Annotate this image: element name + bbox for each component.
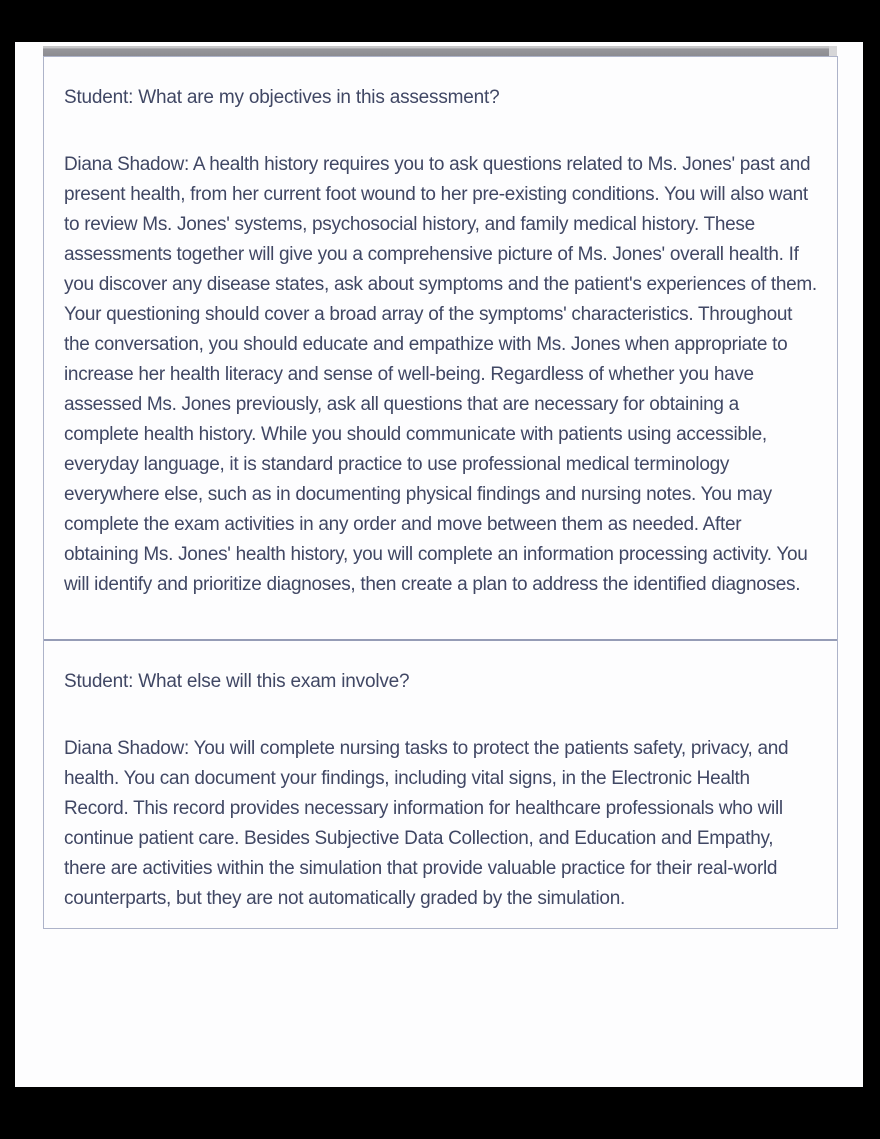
transcript-entry <box>44 639 837 928</box>
transcript-page <box>15 42 863 1087</box>
scrollbar-end-cap <box>829 46 837 56</box>
student-question: Student: What else will this exam involve? <box>64 671 410 692</box>
diana-shadow-answer: Diana Shadow: A health history requires you to ask questions related to Ms. Jones' past and present health, from her current foot wound to her pre-existing conditions. You will also want to review Ms. Jones' systems, psychosocial history, and family medical history. These assessments together will give you a comprehensive picture of Ms. Jones' overall health. If you discover any disease states, ask about symptoms and the patient's experiences of them. Your questioning should cover a broad array of the symptoms' characteristics. Throughout the conversation, you should educate and empathize with Ms. Jones when appropriate to increase her health literacy and sense of well-being. Regardless of whether you have assessed Ms. Jones previously, ask all questions that are necessary for obtaining a complete health history. While you should communicate with patients using accessible, everyday language, it is standard practice to use professional medical terminology everywhere else, such as in documenting physical findings and nursing notes. You may complete the exam activities in any order and move between them as needed. After obtaining Ms. Jones' health history, you will complete an information processing activity. You will identify and prioritize diagnoses, then create a plan to address the identified diagnoses. <box>64 154 817 595</box>
transcript-list <box>43 56 838 929</box>
horizontal-scrollbar[interactable] <box>43 46 837 56</box>
diana-shadow-answer: Diana Shadow: You will complete nursing tasks to protect the patients safety, privacy, and health. You can document your findings, including vital signs, in the Electronic Health Record. This record provides necessary information for healthcare professionals who will continue patient care. Besides Subjective Data Collection, and Education and Empathy, there are activities within the simulation that provide valuable practice for their real-world counterparts, but they are not automatically graded by the simulation. <box>64 738 789 909</box>
transcript-entry <box>44 57 837 639</box>
student-question: Student: What are my objectives in this assessment? <box>64 87 500 108</box>
